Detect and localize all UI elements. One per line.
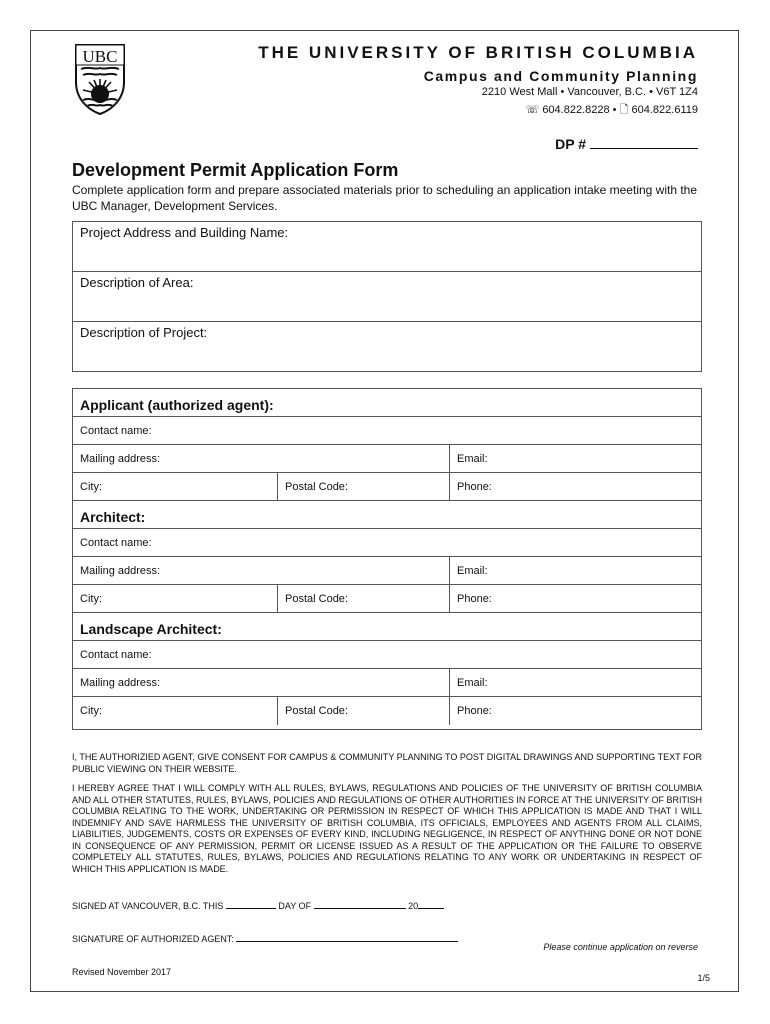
indemnity-statement: I HEREBY AGREE THAT I WILL COMPLY WITH ALL RULES, BYLAWS, REGULATIONS AND POLICIES OF THE UNIVERSITY OF BRITISH COLUMBIA AND ALL OTHER STATUTES, RULES, BYLAWS, POLICIES AND REGULATIONS OF OTHER AUTHORITIES IN FORCE AT THE UNIVERSITY OF BRITISH COLUMBIA RELATING TO THE WORK, UNDERTAKING OR PERMISSION IN RESPECT OF WHICH THIS APPLICATION IS MADE AND THAT I WILL INDEMNIFY AND SAVE HARMLESS THE UNIVERSITY OF BRITISH COLUMBIA, ITS OFFICIALS, EMPLOYEES AND AGENTS FROM ALL CLAIMS, LIABILITIES, JUDGEMENTS, COSTS OR EXPENSES OF EVERY KIND, INCLUDING NEGLIGENCE, IN RESPECT OF ANYTHING DONE OR NOT DONE IN CONSEQUENCE OF ANY PERMISSION, PERMIT OR LICENSE ISSUED AS A RESULT OF THE APPLICATION OR THE FAILURE TO OBSERVE COMPLETELY ALL STATUTES, RULES, BYLAWS, POLICIES AND REGULATIONS RELATING TO ANY WORK OR UNDERTAKING IN RESPECT OF WHICH THIS APPLICATION IS MADE. [72,783,702,874]
year-input[interactable] [418,899,444,909]
phone-field[interactable]: Phone: [449,697,492,725]
email-field[interactable]: Email: [449,669,488,696]
section-heading-architect: Architect: [73,501,701,529]
contact-numbers [525,101,698,120]
phone-field[interactable]: Phone: [449,585,492,612]
project-info-box [72,221,702,372]
city-field[interactable]: City: [80,481,102,493]
consent-statement: I, THE AUTHORIZIED AGENT, GIVE CONSENT FOR CAMPUS & COMMUNITY PLANNING TO POST DIGITAL DRAWINGS AND SUPPORTING TEXT FOR PUBLIC VIEWING ON THEIR WEBSITE. [72,752,702,774]
signature-line: SIGNATURE OF AUTHORIZED AGENT: [72,932,458,944]
area-description-field[interactable] [73,272,701,322]
ubc-crest-icon [73,42,127,116]
department-name: Campus and Community Planning [423,68,698,84]
phone-number: 604.822.8228 [542,104,610,116]
contacts-box [72,388,702,730]
contact-name-field[interactable]: Contact name: [73,641,701,669]
contact-name-field[interactable]: Contact name: [73,529,701,557]
signed-at-line: SIGNED AT VANCOUVER, B.C. THIS DAY OF 20 [72,899,444,911]
separator: • [612,104,617,116]
field-label: Project Address and Building Name: [80,225,289,240]
form-intro: Complete application form and prepare associated materials prior to scheduling an application intake meeting with the UBC Manager, Development Services. [72,183,698,213]
fax-number: 604.822.6119 [631,104,698,116]
continue-note: Please continue application on reverse [543,942,698,952]
month-input[interactable] [314,899,406,909]
table-row [73,445,701,473]
email-field[interactable]: Email: [449,445,488,472]
telephone-icon: ☏ [525,104,540,116]
postal-code-field[interactable]: Postal Code: [277,697,348,725]
day-input[interactable] [226,899,276,909]
university-title: THE UNIVERSITY OF BRITISH COLUMBIA [258,43,698,62]
address: 2210 West Mall • Vancouver, B.C. • V6T 1Z4 [481,86,698,98]
postal-code-field[interactable]: Postal Code: [277,473,348,500]
dp-number-input[interactable] [590,134,698,149]
section-heading-landscape-architect: Landscape Architect: [73,613,701,641]
contact-name-field[interactable]: Contact name: [73,417,701,445]
mailing-address-field[interactable]: Mailing address: [80,677,161,689]
signature-input[interactable] [236,932,458,942]
field-label: Description of Area: [80,275,194,290]
city-field[interactable]: City: [80,705,102,717]
table-row [73,697,701,725]
revision-date: Revised November 2017 [72,967,172,977]
table-row [73,473,701,501]
section-heading-applicant: Applicant (authorized agent): [73,389,701,417]
svg-text:UBC: UBC [82,47,118,66]
page-number: 1/5 [697,973,710,983]
field-label: Description of Project: [80,325,208,340]
postal-code-field[interactable]: Postal Code: [277,585,348,612]
phone-field[interactable]: Phone: [449,473,492,500]
table-row [73,557,701,585]
fax-icon: 🗋 [619,104,629,116]
email-field[interactable]: Email: [449,557,488,584]
dp-label: DP # [555,136,586,152]
ubc-logo [73,42,127,116]
mailing-address-field[interactable]: Mailing address: [80,565,161,577]
project-address-field[interactable] [73,222,701,272]
form-title: Development Permit Application Form [72,160,399,180]
mailing-address-field[interactable]: Mailing address: [80,453,161,465]
city-field[interactable]: City: [80,593,102,605]
dp-number-field [555,134,698,152]
table-row [73,669,701,697]
table-row [73,585,701,613]
project-description-field[interactable] [73,322,701,371]
